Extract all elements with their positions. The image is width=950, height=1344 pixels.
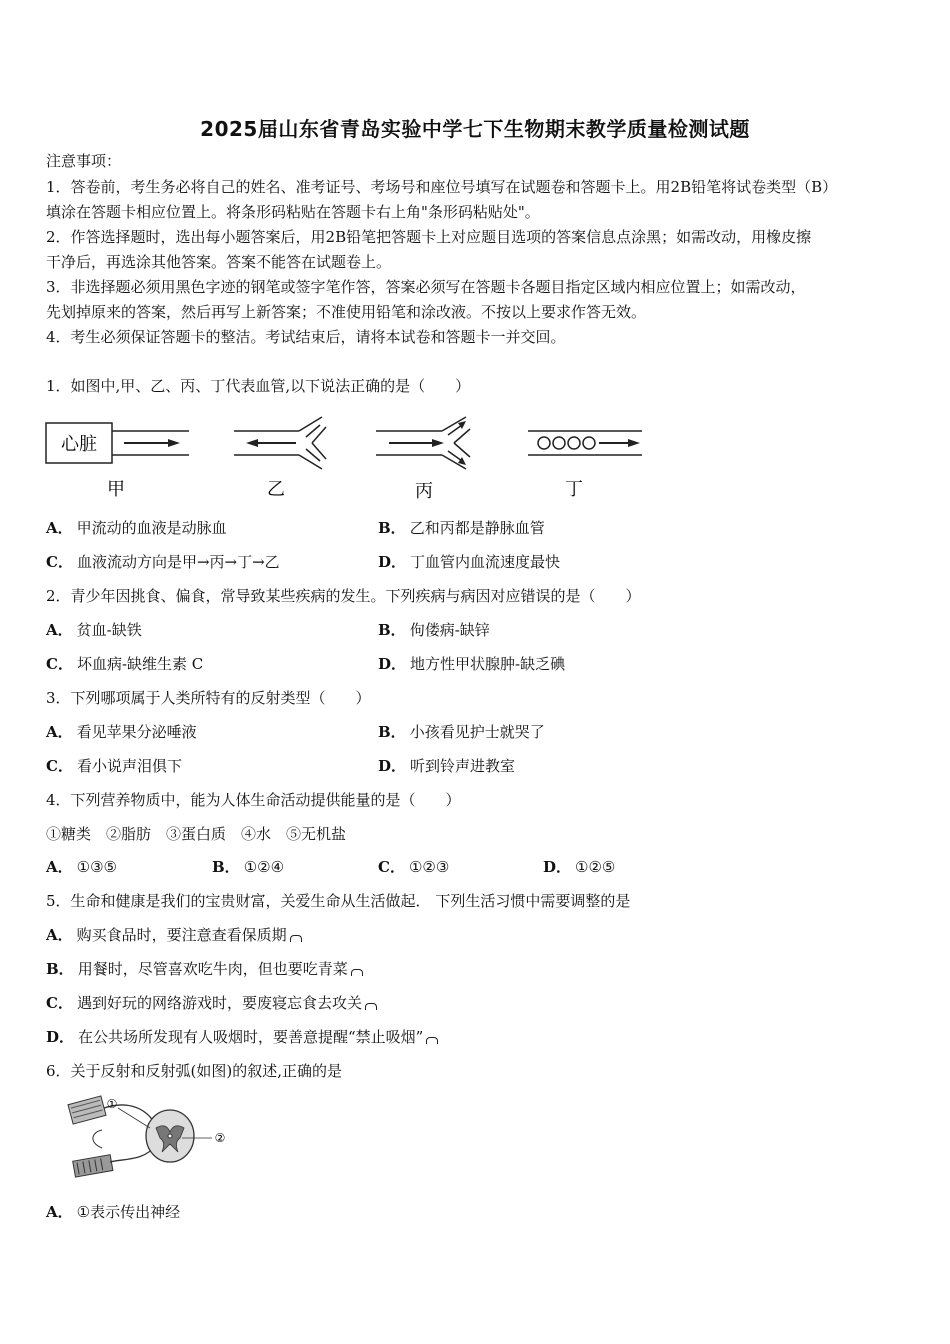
option-a: A． 购买食品时，要注意查看保质期 <box>46 926 302 944</box>
vessel-yi <box>234 417 326 469</box>
option-d: D． ①②⑤ <box>543 858 616 876</box>
option-a: A． 看见苹果分泌唾液 <box>46 723 197 741</box>
notice-line: 3．非选择题必须用黑色字迹的钢笔或签字笔作答，答案必须写在答题卡各题目指定区域内相应位置上；如需改动， <box>46 278 806 296</box>
blank-mark <box>351 969 363 976</box>
notice-line: 填涂在答题卡相应位置上。将条形码粘贴在答题卡右上角"条形码粘贴处"。 <box>46 203 540 221</box>
option-d: D． 听到铃声进教室 <box>378 757 516 775</box>
blood-vessel-figure <box>44 413 654 505</box>
vessel-jia <box>46 423 189 463</box>
effector <box>73 1155 113 1177</box>
option-d: D． 丁血管内血流速度最快 <box>378 553 561 571</box>
option-a: A． 贫血-缺铁 <box>46 621 142 639</box>
heart-label: 心脏 <box>61 434 97 455</box>
vessel-label-jia: 甲 <box>107 479 125 500</box>
option-c: C． 看小说声泪俱下 <box>46 757 182 775</box>
option-a: A． 甲流动的血液是动脉血 <box>46 519 227 537</box>
option-d: D． 在公共场所发现有人吸烟时，要善意提醒“禁止吸烟” <box>46 1028 438 1046</box>
option-b: B． ①②④ <box>212 858 285 876</box>
question-4-stem: 4．下列营养物质中，能为人体生命活动提供能量的是（ ） <box>46 791 461 809</box>
option-d: D． 地方性甲状腺肿-缺乏碘 <box>378 655 566 673</box>
question-4-items: ①糖类 ②脂肪 ③蛋白质 ④水 ⑤无机盐 <box>46 825 347 843</box>
option-c: C． 坏血病-缺维生素 C <box>46 655 204 673</box>
question-1-stem: 1．如图中,甲、乙、丙、丁代表血管,以下说法正确的是（ ） <box>46 377 471 395</box>
notice-heading: 注意事项： <box>46 152 122 170</box>
option-c: C． 血液流动方向是甲→丙→丁→乙 <box>46 553 280 571</box>
reflex-arc-figure <box>62 1092 232 1184</box>
option-a: A． ①③⑤ <box>46 858 117 876</box>
notice-line: 4．考生必须保证答题卡的整洁。考试结束后，请将本试卷和答题卡一并交回。 <box>46 328 566 346</box>
question-3-stem: 3．下列哪项属于人类所特有的反射类型（ ） <box>46 689 371 707</box>
option-b: B． 乙和丙都是静脉血管 <box>378 519 545 537</box>
vessel-ding <box>528 431 642 455</box>
notice-line: 2．作答选择题时，选出每小题答案后，用2B铅笔把答题卡上对应题目选项的答案信息点涂黑；如需改动，用橡皮擦 <box>46 228 812 246</box>
notice-line: 干净后，再选涂其他答案。答案不能答在试题卷上。 <box>46 253 392 271</box>
option-a: A． ①表示传出神经 <box>46 1203 181 1221</box>
option-c: C． ①②③ <box>378 858 450 876</box>
receptor <box>68 1096 106 1124</box>
vessel-bing <box>376 417 470 469</box>
blank-mark <box>365 1003 377 1010</box>
notice-line: 1．答卷前，考生务必将自己的姓名、准考证号、考场号和座位号填写在试题卷和答题卡上。用2B铅笔将试卷类型（B） <box>46 178 838 196</box>
option-b: B． 佝偻病-缺锌 <box>378 621 490 639</box>
blank-mark <box>290 935 302 942</box>
blank-mark <box>426 1037 438 1044</box>
notice-line: 先划掉原来的答案，然后再写上新答案；不准使用铅笔和涂改液。不按以上要求作答无效。 <box>46 303 647 321</box>
mark-1: ① <box>106 1097 118 1111</box>
option-b: B． 用餐时，尽管喜欢吃牛肉，但也要吃青菜 <box>46 960 363 978</box>
mark-2: ② <box>214 1131 226 1145</box>
question-2-stem: 2．青少年因挑食、偏食，常导致某些疾病的发生。下列疾病与病因对应错误的是（ ） <box>46 587 641 605</box>
option-b: B． 小孩看见护士就哭了 <box>378 723 545 741</box>
question-5-stem: 5．生命和健康是我们的宝贵财富，关爱生命从生活做起． 下列生活习惯中需要调整的是 <box>46 892 631 910</box>
page-title: 2025届山东省青岛实验中学七下生物期末教学质量检测试题 <box>200 117 750 141</box>
option-c: C． 遇到好玩的网络游戏时，要废寝忘食去攻关 <box>46 994 377 1012</box>
vessel-label-bing: 丙 <box>415 481 433 502</box>
vessel-label-yi: 乙 <box>267 479 285 500</box>
vessel-label-ding: 丁 <box>565 479 583 500</box>
question-6-stem: 6．关于反射和反射弧(如图)的叙述,正确的是 <box>46 1062 343 1080</box>
